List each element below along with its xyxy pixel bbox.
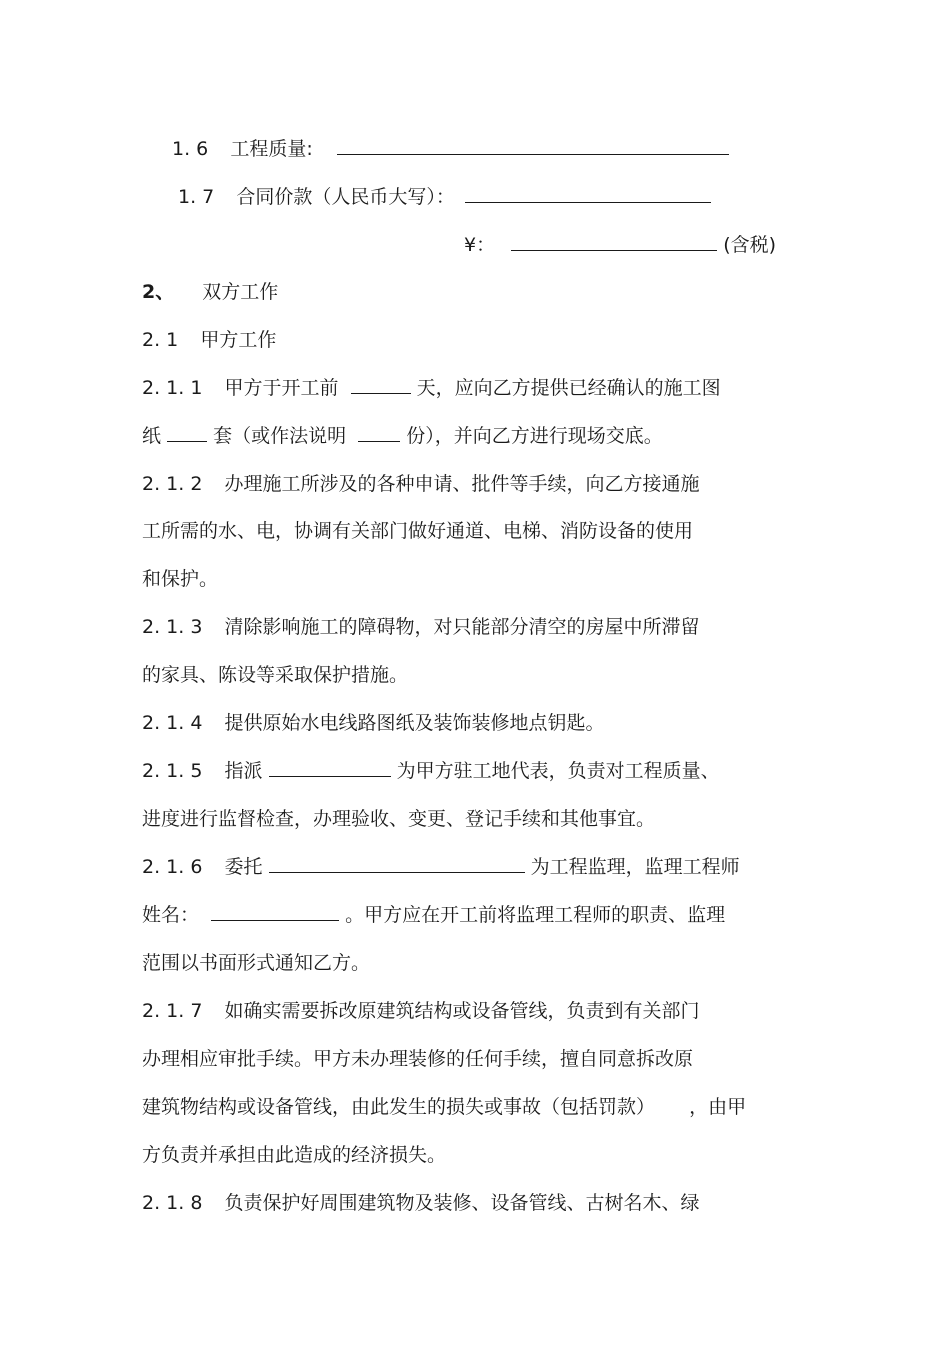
clause-number: 1. 6 [172, 138, 209, 160]
supervisor-org-blank[interactable] [269, 854, 525, 873]
copies-blank[interactable] [358, 423, 400, 442]
price-number-blank[interactable] [511, 232, 717, 251]
clause-text: 清除影响施工的障碍物，对只能部分清空的房屋中所滞留 [224, 616, 700, 638]
clause-text-line: 方负责并承担由此造成的经济损失。 [142, 1144, 447, 1166]
section-title: 双方工作 [202, 281, 279, 303]
clause-text-line: 办理相应审批手续。甲方未办理装修的任何手续，擅自同意拆改原 [142, 1048, 694, 1070]
clause-2-1-8 [142, 1190, 700, 1216]
clause-text: 套（或作法说明 [213, 425, 347, 447]
clause-text-line: 和保护。 [142, 568, 219, 590]
tax-note: (含税) [723, 234, 777, 256]
sets-blank[interactable] [167, 423, 207, 442]
clause-number: 1. 7 [178, 186, 215, 208]
clause-number: 2. 1. 3 [142, 616, 203, 638]
clause-number: 2. 1. 6 [142, 856, 203, 878]
clause-text: 。甲方应在开工前将监理工程师的职责、监理 [345, 904, 726, 926]
clause-text: 姓名： [142, 904, 200, 926]
clause-2-1-6 [142, 854, 740, 880]
clause-text: 为工程监理，监理工程师 [530, 856, 740, 878]
clause-2-1-1 [142, 375, 721, 401]
clause-number: 2. 1. 8 [142, 1192, 203, 1214]
clause-text: 办理施工所涉及的各种申请、批件等手续，向乙方接通施 [224, 473, 700, 495]
clause-2-1-6-cont [142, 902, 725, 928]
clause-text: 工程质量: [230, 138, 313, 160]
clause-2-1-7-cont [142, 1094, 746, 1120]
clause-text: 负责保护好周围建筑物及装修、设备管线、古树名木、绿 [224, 1192, 700, 1214]
clause-text: 建筑物结构或设备管线，由此发生的损失或事故（包括罚款） [142, 1096, 656, 1118]
clause-text: 委托 [224, 856, 263, 878]
clause-2-1-1-cont [142, 423, 663, 449]
clause-2-1-5 [142, 758, 720, 784]
clause-text-line: 的家具、陈设等采取保护措施。 [142, 664, 409, 686]
clause-text: 合同价款（人民币大写）： [236, 186, 455, 208]
clause-2-1-3 [142, 614, 700, 640]
price-words-blank[interactable] [465, 184, 711, 203]
clause-text: 提供原始水电线路图纸及装饰装修地点钥匙。 [224, 712, 605, 734]
section-2-heading [142, 279, 278, 305]
clause-text: 甲方于开工前 [224, 377, 339, 399]
site-rep-blank[interactable] [269, 758, 391, 777]
supervisor-name-blank[interactable] [211, 902, 339, 921]
clause-text-line: 范围以书面形式通知乙方。 [142, 952, 371, 974]
section-number: 2. 1 [142, 329, 179, 351]
clause-number: 2. 1. 2 [142, 473, 203, 495]
price-yen-line [464, 232, 776, 258]
quality-blank[interactable] [337, 136, 729, 155]
clause-text: 如确实需要拆改原建筑结构或设备管线，负责到有关部门 [224, 1000, 700, 1022]
clause-text: 指派 [224, 760, 263, 782]
section-2-1-heading [142, 327, 276, 353]
clause-text-line: 进度进行监督检查，办理验收、变更、登记手续和其他事宜。 [142, 808, 656, 830]
clause-text: 纸 [142, 425, 162, 447]
section-number: 2、 [142, 281, 175, 303]
clause-number: 2. 1. 5 [142, 760, 203, 782]
clause-number: 2. 1. 7 [142, 1000, 203, 1022]
days-blank[interactable] [351, 375, 411, 394]
clause-number: 2. 1. 4 [142, 712, 203, 734]
clause-1-6 [172, 136, 729, 162]
clause-number: 2. 1. 1 [142, 377, 203, 399]
yen-label: ¥： [464, 234, 496, 256]
clause-1-7 [178, 184, 711, 210]
clause-text: 为甲方驻工地代表，负责对工程质量、 [396, 760, 720, 782]
section-title: 甲方工作 [200, 329, 277, 351]
clause-2-1-4 [142, 710, 605, 736]
clause-2-1-2 [142, 471, 700, 497]
clause-text: 天，应向乙方提供已经确认的施工图 [416, 377, 721, 399]
clause-text: 份），并向乙方进行现场交底。 [406, 425, 663, 447]
clause-text-line: 工所需的水、电，协调有关部门做好通道、电梯、消防设备的使用 [142, 520, 694, 542]
clause-2-1-7 [142, 998, 700, 1024]
clause-text: ，由甲 [689, 1096, 747, 1118]
